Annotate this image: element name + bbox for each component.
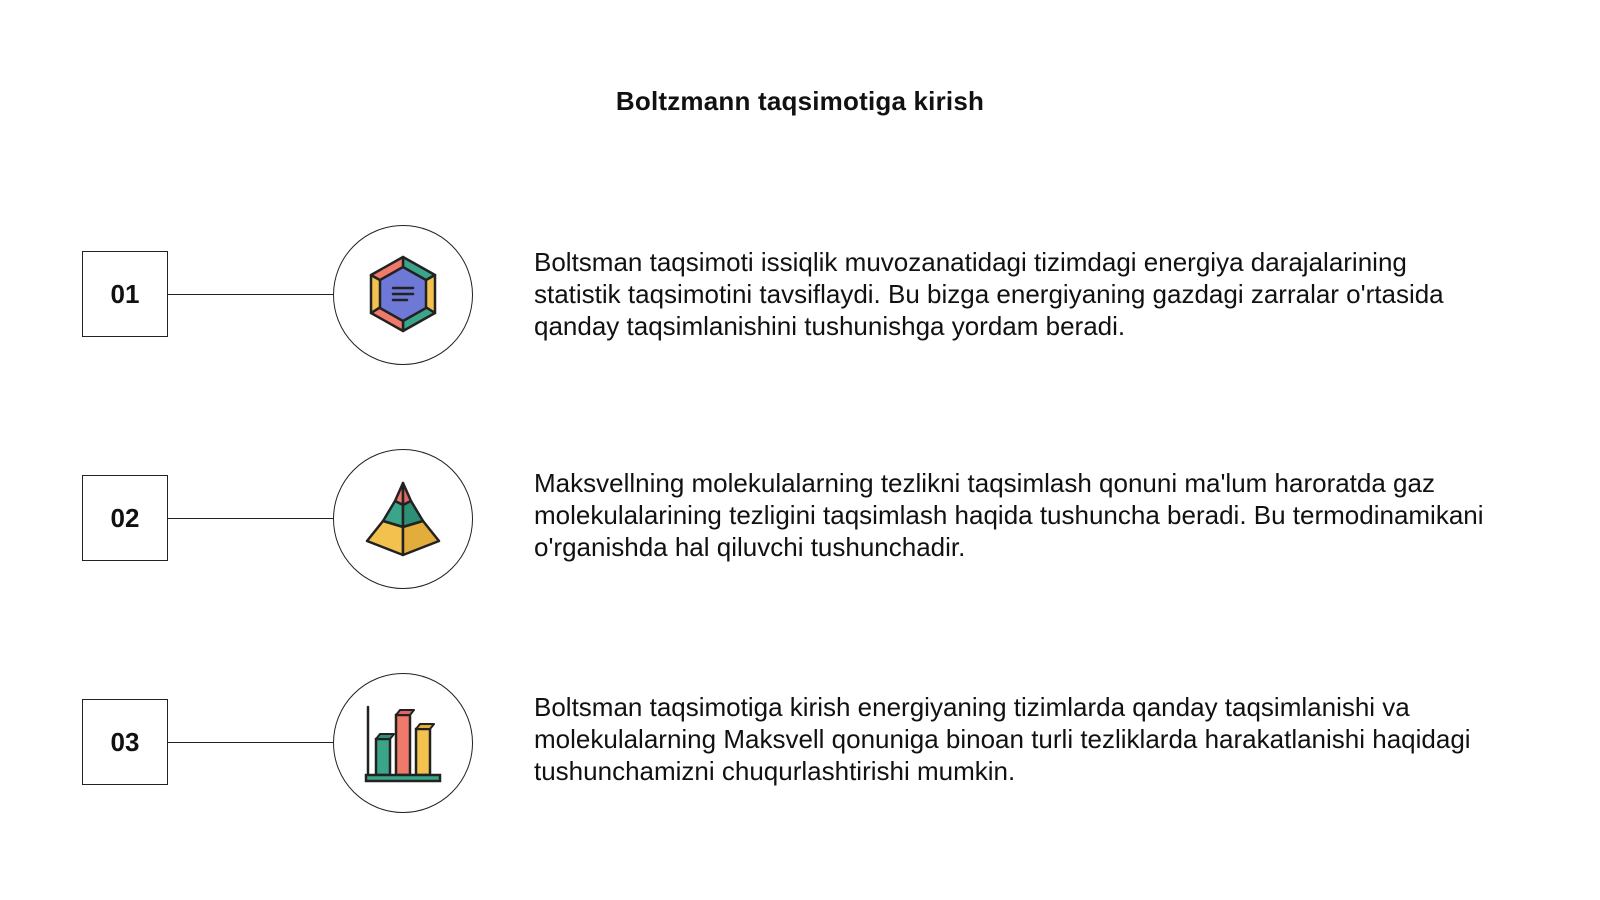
connector-line: [168, 518, 334, 519]
item-description: Boltsman taqsimotiga kirish energiyaning tizimlarda qanday taqsimlanishi va molekulalarning Maksvell qonuniga binoan turli tezliklarda harakatlanishi haqidagi tushunchamizni chuqurlashtirishi mumkin.: [534, 692, 1471, 786]
icon-circle: [333, 449, 473, 589]
bar-chart-icon: [360, 701, 446, 785]
icon-circle: [333, 673, 473, 813]
step-number-box: 02: [82, 475, 168, 561]
item-description: Maksvellning molekulalarning tezlikni taqsimlash qonuni ma'lum haroratda gaz molekulalarining tezligini taqsimlash haqida tushuncha beradi. Bu termodinamikani o'rganishda hal qiluvchi tushunchadir.: [534, 468, 1484, 562]
item-description: Boltsman taqsimoti issiqlik muvozanatidagi tizimdagi energiya darajalarining statistik taqsimotini tavsiflaydi. Bu bizga energiyaning gazdagi zarralar o'rtasida qanday taqsimlanishini tushunishga yordam beradi.: [534, 247, 1444, 341]
connector-line: [168, 294, 334, 295]
page-title: Boltzmann taqsimotiga kirish: [615, 86, 985, 116]
pyramid-icon: [361, 477, 445, 561]
list-item: [0, 225, 1600, 365]
list-item: [0, 449, 1600, 589]
step-number-box: 03: [82, 699, 168, 785]
icon-circle: [333, 225, 473, 365]
hexagon-document-icon: [363, 253, 443, 337]
step-number-box: 01: [82, 251, 168, 337]
list-item: [0, 673, 1600, 813]
connector-line: [168, 742, 334, 743]
